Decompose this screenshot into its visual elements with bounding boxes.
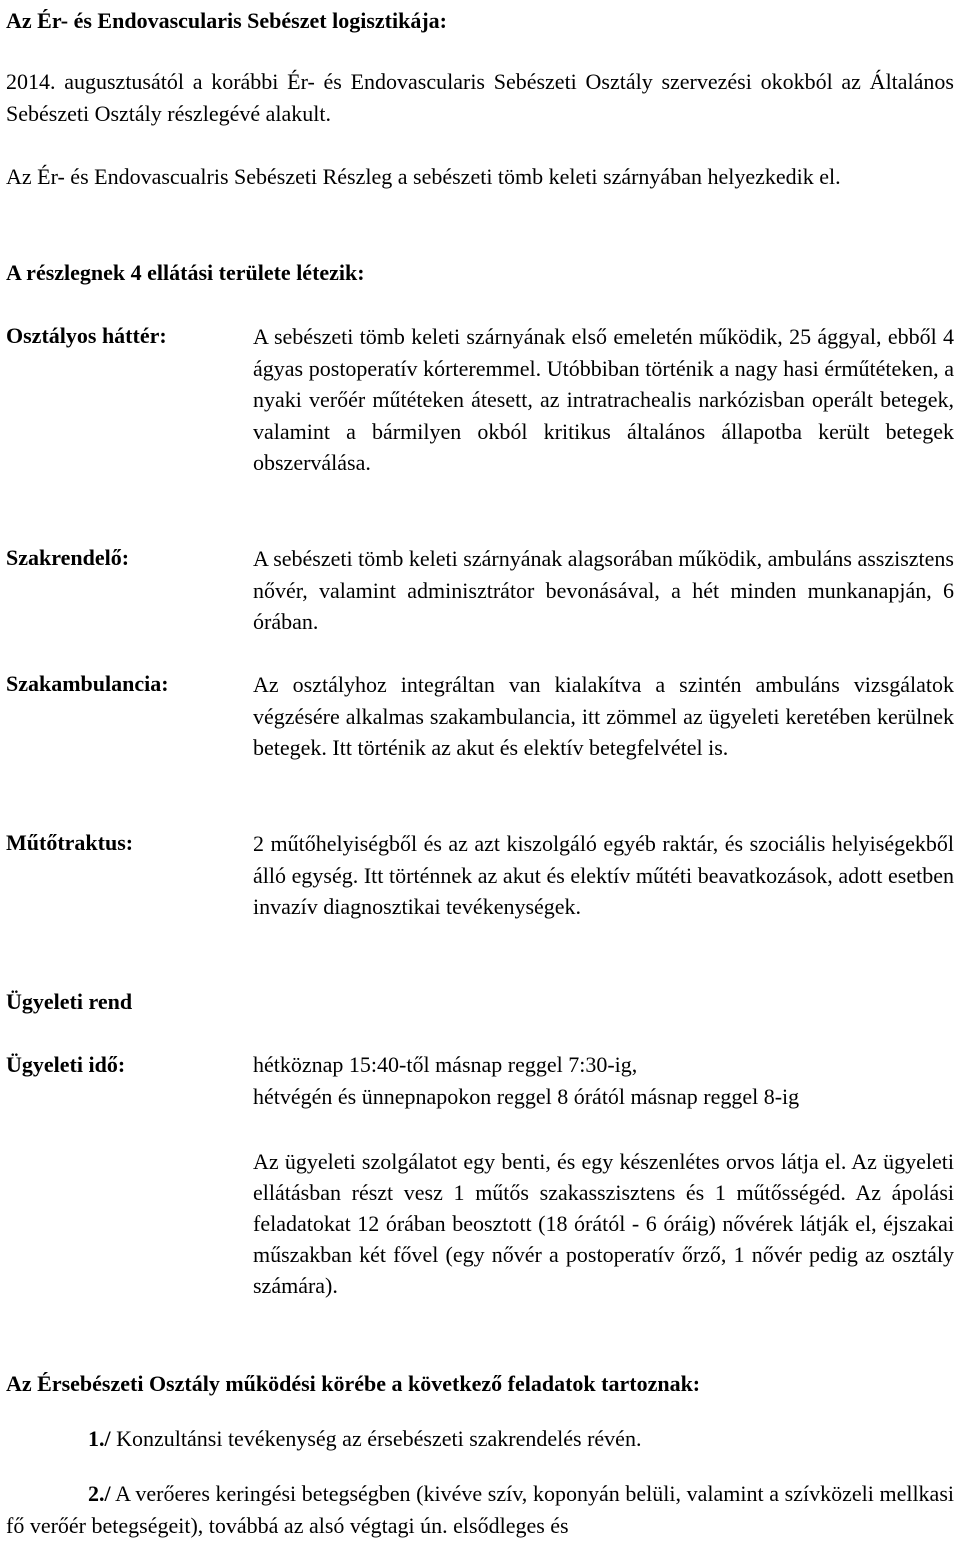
document-title: Az Ér- és Endovascularis Sebészet logisztikája: [6,8,447,33]
area-text-osztalyos-hatter: A sebészeti tömb keleti szárnyának első emeletén működik, 25 ággyal, ebből 4 ágyas postoperatív kórteremmel. Utóbbiban történik a nagy hasi érműtéteken, a nyaki verőér műtéteken átesett, az intratrachealis narkózisban operált betegek, valamint a bármilyen okból kritikus általános állapotba került betegek obszerválása. [253,324,954,475]
duty-heading: Ügyeleti rend [6,989,133,1014]
intro-paragraph-2: Az Ér- és Endovascualris Sebészeti Részleg a sebészeti tömb keleti szárnyában helyezkedik el. [6,164,841,189]
task-text-1: Konzultánsi tevékenység az érsebészeti szakrendelés révén. [116,1426,642,1451]
duty-description: Az ügyeleti szolgálatot egy benti, és egy készenlétes orvos látja el. Az ügyeleti ellátásban részt vesz 1 műtős szakasszisztens és 1 műtősségéd. Az ápolási feladatokat 12 órában beosztott (18 órától - 6 óráig) nővérek látják el, éjszakai műszakban két fővel (egy nővér a postoperatív őrző, 1 nővér pedig az osztály számára). [253,1149,954,1298]
area-text-mutotraktus: 2 műtőhelyiségből és az azt kiszolgáló egyéb raktár, és szociális helyiségekből álló egység. Itt történnek az akut és elektív műtéti beavatkozások, adott esetben invazív diagnosztikai tevékenységek. [253,831,954,919]
area-label-osztalyos-hatter: Osztályos háttér: [6,323,167,348]
areas-heading: A részlegnek 4 ellátási területe létezik: [6,260,365,285]
area-label-szakambulancia: Szakambulancia: [6,671,169,696]
task-text-2: A verőeres keringési betegségben (kivéve szív, koponyán belüli, valamint a szívközeli mellkasi fő verőér betegségeit), továbbá az alsó végtagi ún. elsődleges és [6,1481,954,1538]
intro-paragraph-1: 2014. augusztusától a korábbi Ér- és Endovascularis Sebészeti Osztály szervezési okokból az Általános Sebészeti Osztály részlegévé alakult. [6,69,954,126]
tasks-heading: Az Érsebészeti Osztály működési körébe a következő feladatok tartoznak: [6,1371,701,1396]
duty-time-line-2: hétvégén és ünnepnapokon reggel 8 órától másnap reggel 8-ig [253,1084,800,1109]
duty-time-label: Ügyeleti idő: [6,1052,126,1077]
area-label-mutotraktus: Műtőtraktus: [6,830,134,855]
area-text-szakambulancia: Az osztályhoz integráltan van kialakítva a szintén ambuláns vizsgálatok végzésére alkalmas szakambulancia, itt zömmel az ügyeleti keretében kerülnek betegek. Itt történik az akut és elektív betegfelvétel is. [253,672,954,760]
area-label-szakrendelo: Szakrendelő: [6,545,130,570]
task-item-2 [6,1478,954,1541]
task-item-1 [88,1424,641,1454]
task-number-2: 2./ [88,1481,111,1506]
area-text-szakrendelo: A sebészeti tömb keleti szárnyának alagsorában működik, ambuláns asszisztens nővér, valamint adminisztrátor bevonásával, a hét minden munkanapján, 6 órában. [253,546,954,634]
task-number-1: 1./ [88,1426,111,1451]
duty-time-line-1: hétköznap 15:40-től másnap reggel 7:30-ig, [253,1052,638,1077]
